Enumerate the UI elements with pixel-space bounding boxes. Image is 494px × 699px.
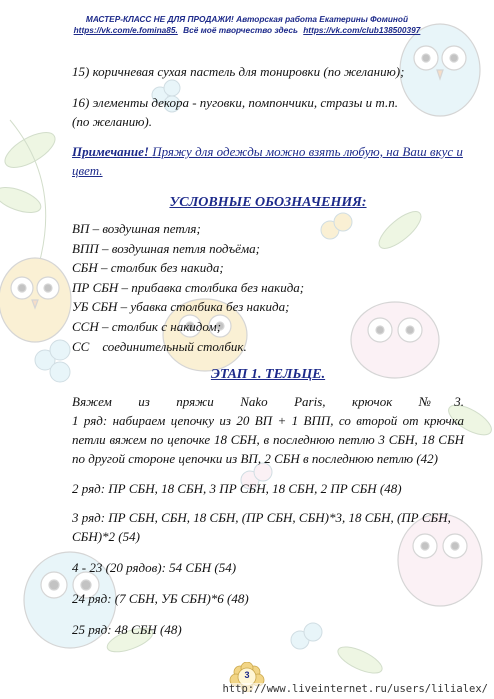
watermark-url: http://www.liveinternet.ru/users/lilialex/ [222,683,488,695]
row-instruction: 4 - 23 (20 рядов): 54 СБН (54) [72,560,237,576]
club-vk-link[interactable]: https://vk.com/club138500397 [303,25,421,35]
note-text: Пряжу для одежды можно взять любую, на Ваш вкус и цвет. [72,144,463,178]
row-instruction: 1 ряд: набираем цепочку из 20 ВП + 1 ВПП, со второй от крючка петли вяжем по цепочке 18 СБН, в последнюю петлю 3 СБН, 18 СБН по другой стороне цепочки из ВП, 2 СБН в последнюю петлю (42) [72,413,464,467]
legend-entry: СБН – столбик без накида; [72,260,224,276]
note-label: Примечание! [72,144,149,159]
stage-intro: Вяжем из пряжи Nako Paris, крючок №3. [72,394,464,410]
legend-list [72,219,464,356]
document-header [0,14,494,36]
author-vk-link[interactable]: https://vk.com/e.fomina85. [73,25,178,35]
stage-heading: ЭТАП 1. ТЕЛЬЦЕ. [210,367,326,383]
legend-entry: ССН – столбик с накидом; [72,318,222,334]
row-instruction: 3 ряд: ПР СБН, СБН, 18 СБН, (ПР СБН, СБН)*3, 18 СБН, (ПР СБН, СБН)*2 (54) [72,510,451,545]
legend-entry: УБ СБН – убавка столбика без накида; [72,299,290,315]
row-instruction: 24 ряд: (7 СБН, УБ СБН)*6 (48) [72,591,249,607]
header-links [0,25,494,36]
list-item: 16) элементы декора - пуговки, помпончики, стразы и т.п. (по желанию). [72,95,398,129]
list-item: 15) коричневая сухая пастель для тонировки (по желанию); [72,64,405,79]
legend-entry: ВП – воздушная петля; [72,221,201,236]
row-instruction: 2 ряд: ПР СБН, 18 СБН, 3 ПР СБН, 18 СБН, 2 ПР СБН (48) [72,481,402,497]
page-number: 3 [244,670,250,680]
owl-decoration-icon [0,258,71,342]
leaf-decoration-icon [0,120,60,260]
header-link-separator-text: Всё моё творчество здесь [183,25,298,35]
legend-entry: СС соединительный столбик. [72,338,247,354]
legend-entry: ПР СБН – прибавка столбика без накида; [72,279,305,295]
document-body [72,58,464,639]
row-instruction: 25 ряд: 48 СБН (48) [72,622,182,638]
legend-heading: УСЛОВНЫЕ ОБОЗНАЧЕНИЯ: [169,195,367,210]
note-paragraph [72,142,464,180]
legend-entry: ВПП – воздушная петля подъёма; [72,240,260,256]
header-title: МАСТЕР-КЛАСС НЕ ДЛЯ ПРОДАЖИ! Авторская работа Екатерины Фоминой [85,14,409,24]
